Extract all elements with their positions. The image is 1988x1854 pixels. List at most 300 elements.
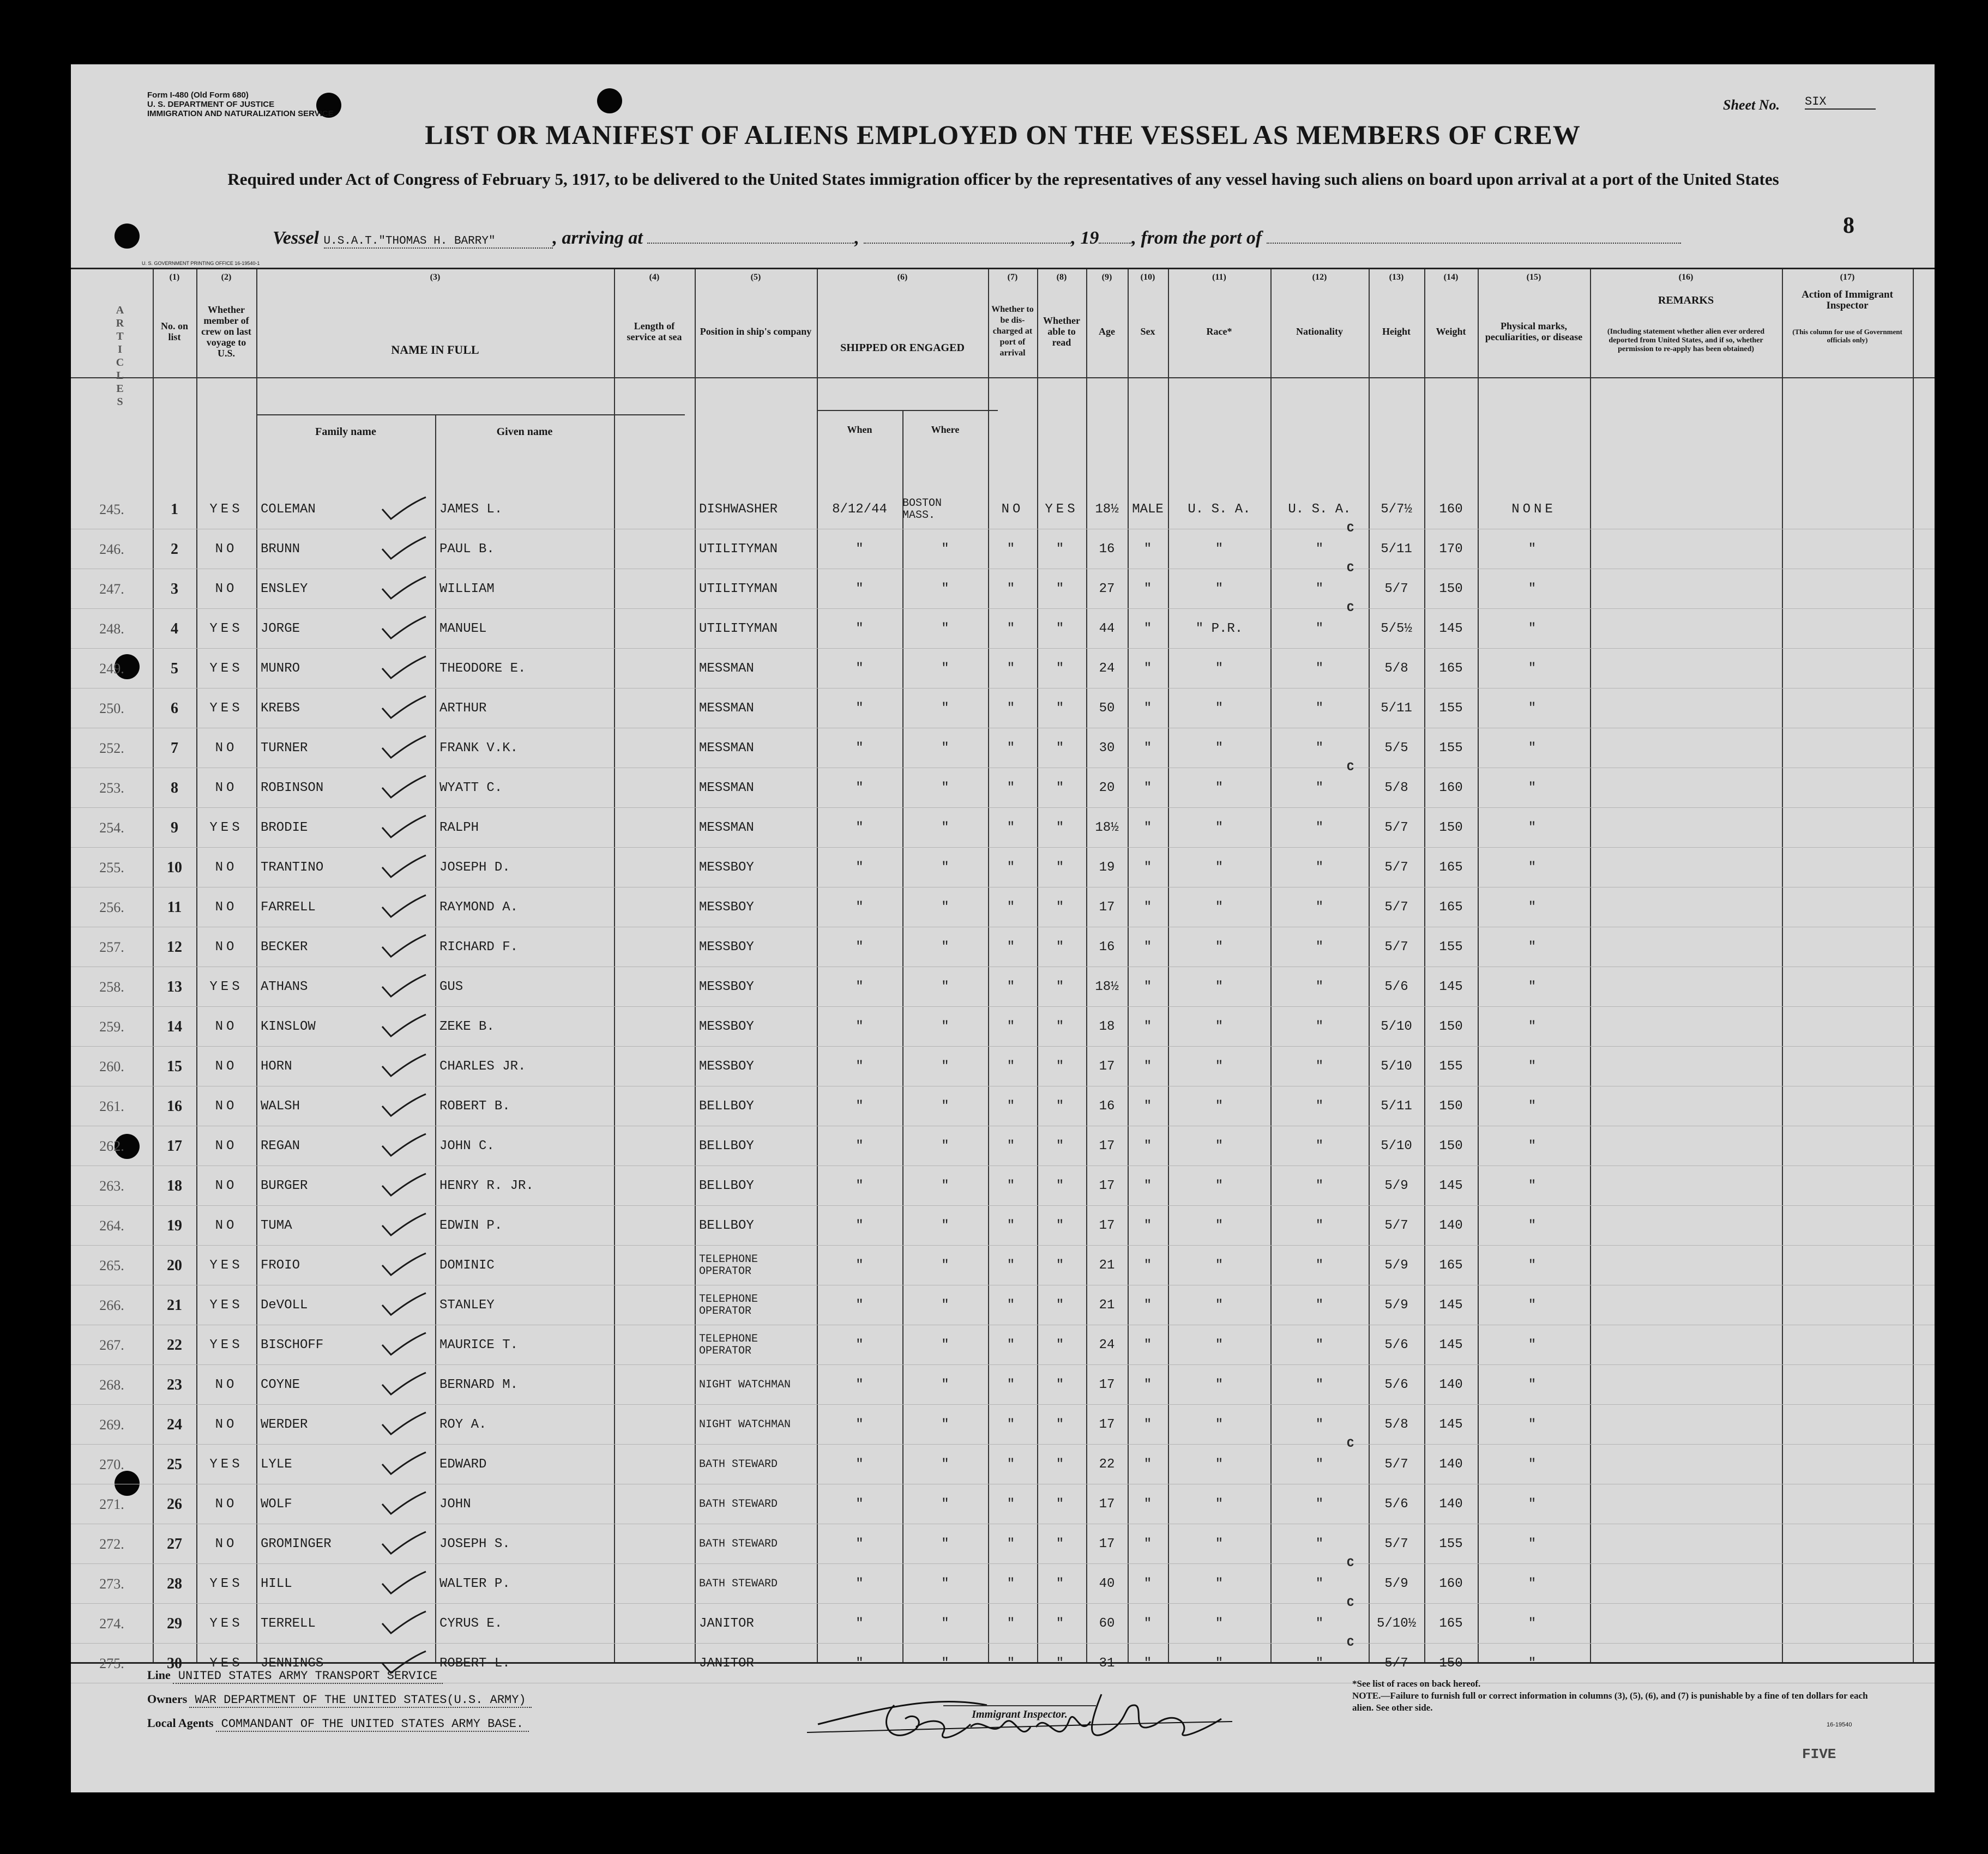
shipped-where-cell: " xyxy=(941,661,949,676)
nationality-cell: " xyxy=(1315,1019,1324,1034)
family-name-cell: BURGER xyxy=(261,1179,308,1193)
checkmark-icon xyxy=(379,774,428,801)
shipped-when-cell: " xyxy=(856,582,864,596)
position-cell: UTILITYMAN xyxy=(699,542,778,557)
table-row xyxy=(71,1524,1935,1564)
position-cell: TELEPHONE OPERATOR xyxy=(699,1293,758,1318)
row-number: 25 xyxy=(167,1456,182,1473)
vessel-name: U.S.A.T."THOMAS H. BARRY" xyxy=(324,235,553,249)
last-voyage-cell: NO xyxy=(215,1179,238,1193)
sex-cell: " xyxy=(1143,542,1152,557)
age-cell: 17 xyxy=(1099,1218,1115,1233)
last-voyage-cell: NO xyxy=(215,940,238,955)
given-name-cell: WILLIAM xyxy=(439,582,495,596)
checkmark-icon xyxy=(379,1092,428,1119)
family-name-cell: GROMINGER xyxy=(261,1537,332,1551)
shipped-when-cell: " xyxy=(856,900,864,915)
shipped-when-cell: " xyxy=(856,741,864,756)
sex-cell: " xyxy=(1143,582,1152,596)
footer-agents-row xyxy=(147,1716,529,1731)
manifest-number: 272. xyxy=(99,1536,124,1552)
physical-marks-cell: " xyxy=(1528,781,1540,795)
family-name-cell: ATHANS xyxy=(261,980,308,994)
age-cell: 18½ xyxy=(1095,820,1119,835)
shipped-where-cell: " xyxy=(941,900,949,915)
punch-hole xyxy=(115,224,140,249)
position-cell: BELLBOY xyxy=(699,1218,754,1233)
age-cell: 24 xyxy=(1099,661,1115,676)
physical-marks-cell: " xyxy=(1528,940,1540,955)
sex-cell: " xyxy=(1143,661,1152,676)
age-cell: 30 xyxy=(1099,741,1115,756)
able-to-read-cell: " xyxy=(1056,661,1068,676)
column-number: (13) xyxy=(1389,273,1404,282)
height-cell: 5/6 xyxy=(1384,1497,1408,1512)
race-cell: " xyxy=(1215,1656,1224,1671)
row-number: 8 xyxy=(171,779,178,796)
header-family-name: Family name xyxy=(315,426,376,438)
age-cell: 18½ xyxy=(1095,502,1119,517)
column-number: (8) xyxy=(1056,273,1067,282)
row-number: 23 xyxy=(167,1376,182,1393)
row-number: 1 xyxy=(171,500,178,518)
given-name-cell: WALTER P. xyxy=(439,1577,510,1591)
race-cell: " xyxy=(1215,1258,1224,1273)
position-cell: MESSMAN xyxy=(699,781,754,795)
age-cell: 24 xyxy=(1099,1338,1115,1352)
table-row xyxy=(71,490,1935,529)
checkmark-icon xyxy=(379,1171,428,1199)
able-to-read-cell: " xyxy=(1056,1258,1068,1273)
physical-marks-cell: " xyxy=(1528,1258,1540,1273)
row-number: 3 xyxy=(171,580,178,597)
last-voyage-cell: NO xyxy=(215,781,238,795)
age-cell: 17 xyxy=(1099,900,1115,915)
header-remarks-note: (Including statement whether alien ever ordered deported from United States, and if so, whether permission to re-apply has been obtained) xyxy=(1607,328,1765,353)
last-voyage-cell: YES xyxy=(209,1338,243,1352)
height-cell: 5/7 xyxy=(1384,900,1408,915)
family-name-cell: COYNE xyxy=(261,1378,300,1392)
table-row xyxy=(71,887,1935,927)
height-cell: 5/9 xyxy=(1384,1258,1408,1273)
shipped-when-cell: " xyxy=(856,621,864,636)
shipped-where-cell: " xyxy=(941,1059,949,1074)
weight-cell: 155 xyxy=(1439,741,1463,756)
row-number: 16 xyxy=(167,1097,182,1115)
weight-cell: 160 xyxy=(1439,781,1463,795)
header-member-last-voyage: Whether member of crew on last voyage to U.S. xyxy=(201,304,251,359)
nationality-cell: " xyxy=(1315,860,1324,875)
row-number: 6 xyxy=(171,699,178,717)
row-number: 18 xyxy=(167,1177,182,1194)
age-cell: 16 xyxy=(1099,542,1115,557)
family-name-cell: REGAN xyxy=(261,1139,300,1154)
header-name-in-full: NAME IN FULL xyxy=(391,343,479,357)
discharge-cell: " xyxy=(1007,621,1019,636)
position-cell: MESSBOY xyxy=(699,1059,754,1074)
checkmark-icon xyxy=(379,1569,428,1597)
arrival-date-field xyxy=(864,243,1071,244)
nationality-cell: " xyxy=(1315,621,1324,636)
discharge-cell: " xyxy=(1007,940,1019,955)
manifest-sheet xyxy=(71,64,1935,1792)
physical-marks-cell: NONE xyxy=(1511,502,1556,517)
nationality-cell: " xyxy=(1315,741,1324,756)
age-cell: 31 xyxy=(1099,1656,1115,1671)
sex-cell: MALE xyxy=(1132,502,1164,517)
manifest-number: 255. xyxy=(99,859,124,875)
last-voyage-cell: YES xyxy=(209,661,243,676)
discharge-cell: " xyxy=(1007,1258,1019,1273)
able-to-read-cell: " xyxy=(1056,542,1068,557)
header-sex: Sex xyxy=(1140,326,1155,337)
shipped-when-cell: " xyxy=(856,860,864,875)
weight-cell: 145 xyxy=(1439,1298,1463,1313)
footer-notes xyxy=(1352,1678,1870,1714)
row-number: 30 xyxy=(167,1654,182,1672)
shipped-when-cell: " xyxy=(856,701,864,716)
header-when: When xyxy=(847,424,872,435)
position-cell: JANITOR xyxy=(699,1656,754,1671)
last-voyage-cell: NO xyxy=(215,741,238,756)
printing-office: U. S. GOVERNMENT PRINTING OFFICE 16-19540-1 xyxy=(142,261,260,266)
physical-marks-cell: " xyxy=(1528,1338,1540,1352)
race-cell: " xyxy=(1215,980,1224,994)
table-row xyxy=(71,1126,1935,1166)
last-voyage-cell: YES xyxy=(209,1457,243,1472)
shipped-where-cell: " xyxy=(941,1019,949,1034)
position-cell: MESSBOY xyxy=(699,1019,754,1034)
able-to-read-cell: " xyxy=(1056,1378,1068,1392)
sex-cell: " xyxy=(1143,1218,1152,1233)
shipped-when-cell: " xyxy=(856,1457,864,1472)
shipped-when-cell: " xyxy=(856,1298,864,1313)
discharge-cell: " xyxy=(1007,1616,1019,1631)
last-voyage-cell: YES xyxy=(209,820,243,835)
weight-cell: 150 xyxy=(1439,820,1463,835)
able-to-read-cell: " xyxy=(1056,701,1068,716)
sheet-no-label: Sheet No. xyxy=(1723,97,1780,113)
family-name-cell: FARRELL xyxy=(261,900,316,915)
punch-hole xyxy=(597,88,622,113)
shipped-when-cell: " xyxy=(856,1656,864,1671)
page-subtitle: Required under Act of Congress of February 5, 1917, to be delivered to the United States immigration officer by the representatives of any vessel having such aliens on board upon arrival at a port of the United States xyxy=(227,170,1779,189)
shipped-when-cell: " xyxy=(856,820,864,835)
physical-marks-cell: " xyxy=(1528,1378,1540,1392)
nationality-annotation: C xyxy=(1347,1636,1354,1650)
footer-owners-row xyxy=(147,1692,532,1707)
column-number: (6) xyxy=(897,273,908,282)
shipped-when-cell: " xyxy=(856,1139,864,1154)
nationality-cell: " xyxy=(1315,1059,1324,1074)
discharge-cell: " xyxy=(1007,741,1019,756)
last-voyage-cell: NO xyxy=(215,1537,238,1551)
race-cell: " xyxy=(1215,1179,1224,1193)
able-to-read-cell: " xyxy=(1056,1298,1068,1313)
weight-cell: 160 xyxy=(1439,1577,1463,1591)
physical-marks-cell: " xyxy=(1528,820,1540,835)
table-row xyxy=(71,522,1935,569)
form-number: Form I-480 (Old Form 680) xyxy=(147,90,249,100)
family-name-cell: FROIO xyxy=(261,1258,300,1273)
nationality-cell: U. S. A. xyxy=(1288,502,1351,517)
weight-cell: 155 xyxy=(1439,1537,1463,1551)
last-voyage-cell: YES xyxy=(209,701,243,716)
physical-marks-cell: " xyxy=(1528,980,1540,994)
last-voyage-cell: NO xyxy=(215,1099,238,1114)
vessel-label: Vessel xyxy=(273,228,319,248)
crew-table xyxy=(71,268,1935,1672)
shipped-when-cell: " xyxy=(856,940,864,955)
discharge-cell: " xyxy=(1007,1139,1019,1154)
manifest-number: 269. xyxy=(99,1416,124,1433)
family-name-cell: JENNINGS xyxy=(261,1656,324,1671)
physical-marks-cell: " xyxy=(1528,701,1540,716)
shipped-where-cell: " xyxy=(941,980,949,994)
position-cell: MESSMAN xyxy=(699,741,754,756)
height-cell: 5/6 xyxy=(1384,1378,1408,1392)
manifest-number: 250. xyxy=(99,700,124,716)
age-cell: 17 xyxy=(1099,1179,1115,1193)
row-number: 13 xyxy=(167,978,182,995)
able-to-read-cell: " xyxy=(1056,940,1068,955)
column-number: (10) xyxy=(1140,273,1155,282)
discharge-cell: " xyxy=(1007,1457,1019,1472)
last-voyage-cell: NO xyxy=(215,860,238,875)
able-to-read-cell: " xyxy=(1056,1497,1068,1512)
table-row xyxy=(71,848,1935,887)
form-code: 16-19540 xyxy=(1827,1722,1852,1728)
height-cell: 5/6 xyxy=(1384,1338,1408,1352)
table-row xyxy=(71,601,1935,649)
sex-cell: " xyxy=(1143,1457,1152,1472)
sex-cell: " xyxy=(1143,940,1152,955)
header-remarks: REMARKS xyxy=(1658,294,1714,306)
discharge-cell: " xyxy=(1007,661,1019,676)
inspector-label: Immigrant Inspector. xyxy=(943,1705,1096,1721)
nationality-cell: " xyxy=(1315,1457,1324,1472)
age-cell: 17 xyxy=(1099,1417,1115,1432)
weight-cell: 165 xyxy=(1439,1258,1463,1273)
checkmark-icon xyxy=(379,654,428,681)
age-cell: 21 xyxy=(1099,1298,1115,1313)
race-cell: " xyxy=(1215,1457,1224,1472)
sex-cell: " xyxy=(1143,980,1152,994)
manifest-number: 268. xyxy=(99,1376,124,1393)
position-cell: MESSMAN xyxy=(699,661,754,676)
column-number: (5) xyxy=(750,273,761,282)
nationality-cell: " xyxy=(1315,1298,1324,1313)
race-cell: " xyxy=(1215,1019,1224,1034)
race-cell: " xyxy=(1215,1099,1224,1114)
last-voyage-cell: NO xyxy=(215,1139,238,1154)
shipped-when-cell: " xyxy=(856,1019,864,1034)
race-cell: " xyxy=(1215,582,1224,596)
physical-marks-cell: " xyxy=(1528,1099,1540,1114)
from-port-field xyxy=(1267,243,1681,244)
family-name-cell: BECKER xyxy=(261,940,308,955)
nationality-cell: " xyxy=(1315,1616,1324,1631)
shipped-when-cell: 8/12/44 xyxy=(832,502,887,517)
position-cell: MESSBOY xyxy=(699,980,754,994)
discharge-cell: " xyxy=(1007,1179,1019,1193)
column-number: (3) xyxy=(430,273,441,282)
checkmark-icon xyxy=(379,1609,428,1636)
able-to-read-cell: " xyxy=(1056,1417,1068,1432)
position-cell: BATH STEWARD xyxy=(699,1458,778,1471)
nationality-annotation: C xyxy=(1347,760,1354,774)
discharge-cell: " xyxy=(1007,1019,1019,1034)
sex-cell: " xyxy=(1143,1497,1152,1512)
race-cell: " xyxy=(1215,1537,1224,1551)
manifest-number: 249. xyxy=(99,660,124,677)
manifest-number: 257. xyxy=(99,939,124,955)
physical-marks-cell: " xyxy=(1528,1059,1540,1074)
given-name-cell: DOMINIC xyxy=(439,1258,495,1273)
position-cell: BELLBOY xyxy=(699,1179,754,1193)
race-cell: " xyxy=(1215,542,1224,557)
column-number: (17) xyxy=(1840,273,1855,282)
checkmark-icon xyxy=(379,1410,428,1438)
sex-cell: " xyxy=(1143,900,1152,915)
family-name-cell: BRODIE xyxy=(261,820,308,835)
family-name-cell: ROBINSON xyxy=(261,781,324,795)
sex-cell: " xyxy=(1143,1258,1152,1273)
given-name-cell: EDWIN P. xyxy=(439,1218,503,1233)
last-voyage-cell: NO xyxy=(215,1218,238,1233)
shipped-where-cell: " xyxy=(941,781,949,795)
given-name-cell: BERNARD M. xyxy=(439,1378,519,1392)
row-number: 28 xyxy=(167,1575,182,1592)
given-name-cell: CHARLES JR. xyxy=(439,1059,526,1074)
race-cell: " xyxy=(1215,701,1224,716)
weight-cell: 165 xyxy=(1439,661,1463,676)
row-number: 10 xyxy=(167,859,182,876)
last-voyage-cell: NO xyxy=(215,542,238,557)
sex-cell: " xyxy=(1143,1537,1152,1551)
table-row xyxy=(71,1484,1935,1524)
shipped-where-cell: " xyxy=(941,582,949,596)
weight-cell: 150 xyxy=(1439,1656,1463,1671)
race-cell: " P.R. xyxy=(1195,621,1243,636)
discharge-cell: " xyxy=(1007,860,1019,875)
checkmark-icon xyxy=(379,1012,428,1040)
nationality-cell: " xyxy=(1315,1338,1324,1352)
checkmark-icon xyxy=(379,734,428,761)
age-cell: 60 xyxy=(1099,1616,1115,1631)
nationality-cell: " xyxy=(1315,1139,1324,1154)
race-cell: " xyxy=(1215,741,1224,756)
able-to-read-cell: " xyxy=(1056,1338,1068,1352)
races-note: *See list of races on back hereof. xyxy=(1352,1678,1481,1689)
nationality-cell: " xyxy=(1315,1258,1324,1273)
discharge-cell: " xyxy=(1007,1338,1019,1352)
family-name-cell: COLEMAN xyxy=(261,502,316,517)
header-action-inspector: Action of Immigrant Inspector xyxy=(1802,289,1893,311)
given-name-cell: ROBERT B. xyxy=(439,1099,510,1114)
row-number: 29 xyxy=(167,1615,182,1632)
age-cell: 18 xyxy=(1099,1019,1115,1034)
last-voyage-cell: NO xyxy=(215,1497,238,1512)
discharge-cell: " xyxy=(1007,1497,1019,1512)
table-row xyxy=(71,1007,1935,1047)
able-to-read-cell: " xyxy=(1056,1577,1068,1591)
family-name-cell: JORGE xyxy=(261,621,300,636)
discharge-cell: " xyxy=(1007,1298,1019,1313)
table-row xyxy=(71,927,1935,967)
checkmark-icon xyxy=(379,575,428,602)
checkmark-icon xyxy=(379,1251,428,1278)
manifest-number: 273. xyxy=(99,1575,124,1592)
physical-marks-cell: " xyxy=(1528,582,1540,596)
race-cell: " xyxy=(1215,1298,1224,1313)
nationality-annotation: C xyxy=(1347,561,1354,575)
header-nationality: Nationality xyxy=(1296,326,1343,337)
manifest-number: 274. xyxy=(99,1615,124,1632)
column-number: (4) xyxy=(649,273,660,282)
manifest-number: 263. xyxy=(99,1177,124,1194)
header-length-service: Length of service at sea xyxy=(626,321,682,342)
row-number: 12 xyxy=(167,938,182,956)
header-physical-marks: Physical marks, peculiarities, or disease xyxy=(1485,321,1583,342)
able-to-read-cell: " xyxy=(1056,1457,1068,1472)
checkmark-icon xyxy=(379,535,428,562)
table-row xyxy=(71,1556,1935,1604)
age-cell: 20 xyxy=(1099,781,1115,795)
family-name-cell: KREBS xyxy=(261,701,300,716)
discharge-cell: " xyxy=(1007,1656,1019,1671)
discharge-cell: " xyxy=(1007,781,1019,795)
given-name-cell: FRANK V.K. xyxy=(439,741,519,756)
checkmark-icon xyxy=(379,973,428,1000)
position-cell: MESSBOY xyxy=(699,860,754,875)
last-voyage-cell: YES xyxy=(209,621,243,636)
table-row xyxy=(71,1365,1935,1405)
given-name-cell: THEODORE E. xyxy=(439,661,526,676)
agents-label: Local Agents xyxy=(147,1716,214,1730)
year-field xyxy=(1099,243,1131,244)
arrival-port-field xyxy=(647,243,854,244)
given-name-cell: JOHN C. xyxy=(439,1139,495,1154)
shipped-where-cell: " xyxy=(941,1417,949,1432)
shipped-where-cell: " xyxy=(941,860,949,875)
given-name-cell: GUS xyxy=(439,980,463,994)
row-number: 26 xyxy=(167,1495,182,1513)
manifest-number: 259. xyxy=(99,1018,124,1035)
weight-cell: 150 xyxy=(1439,1099,1463,1114)
age-cell: 17 xyxy=(1099,1537,1115,1551)
shipped-where-cell: " xyxy=(941,1656,949,1671)
discharge-cell: " xyxy=(1007,1417,1019,1432)
shipped-when-cell: " xyxy=(856,1378,864,1392)
race-cell: " xyxy=(1215,1497,1224,1512)
from-port-label: , from the port of xyxy=(1131,228,1262,248)
manifest-number: 261. xyxy=(99,1098,124,1114)
header-height: Height xyxy=(1382,326,1411,337)
discharge-cell: " xyxy=(1007,1577,1019,1591)
discharge-cell: " xyxy=(1007,542,1019,557)
manifest-number: 247. xyxy=(99,581,124,597)
nationality-annotation: C xyxy=(1347,1437,1354,1451)
weight-cell: 140 xyxy=(1439,1457,1463,1472)
age-cell: 17 xyxy=(1099,1497,1115,1512)
manifest-number: 260. xyxy=(99,1058,124,1074)
position-cell: DISHWASHER xyxy=(699,502,778,517)
header-given-name: Given name xyxy=(496,426,553,438)
height-cell: 5/7 xyxy=(1384,582,1408,596)
discharge-cell: NO xyxy=(1001,502,1024,517)
manifest-number: 258. xyxy=(99,979,124,995)
